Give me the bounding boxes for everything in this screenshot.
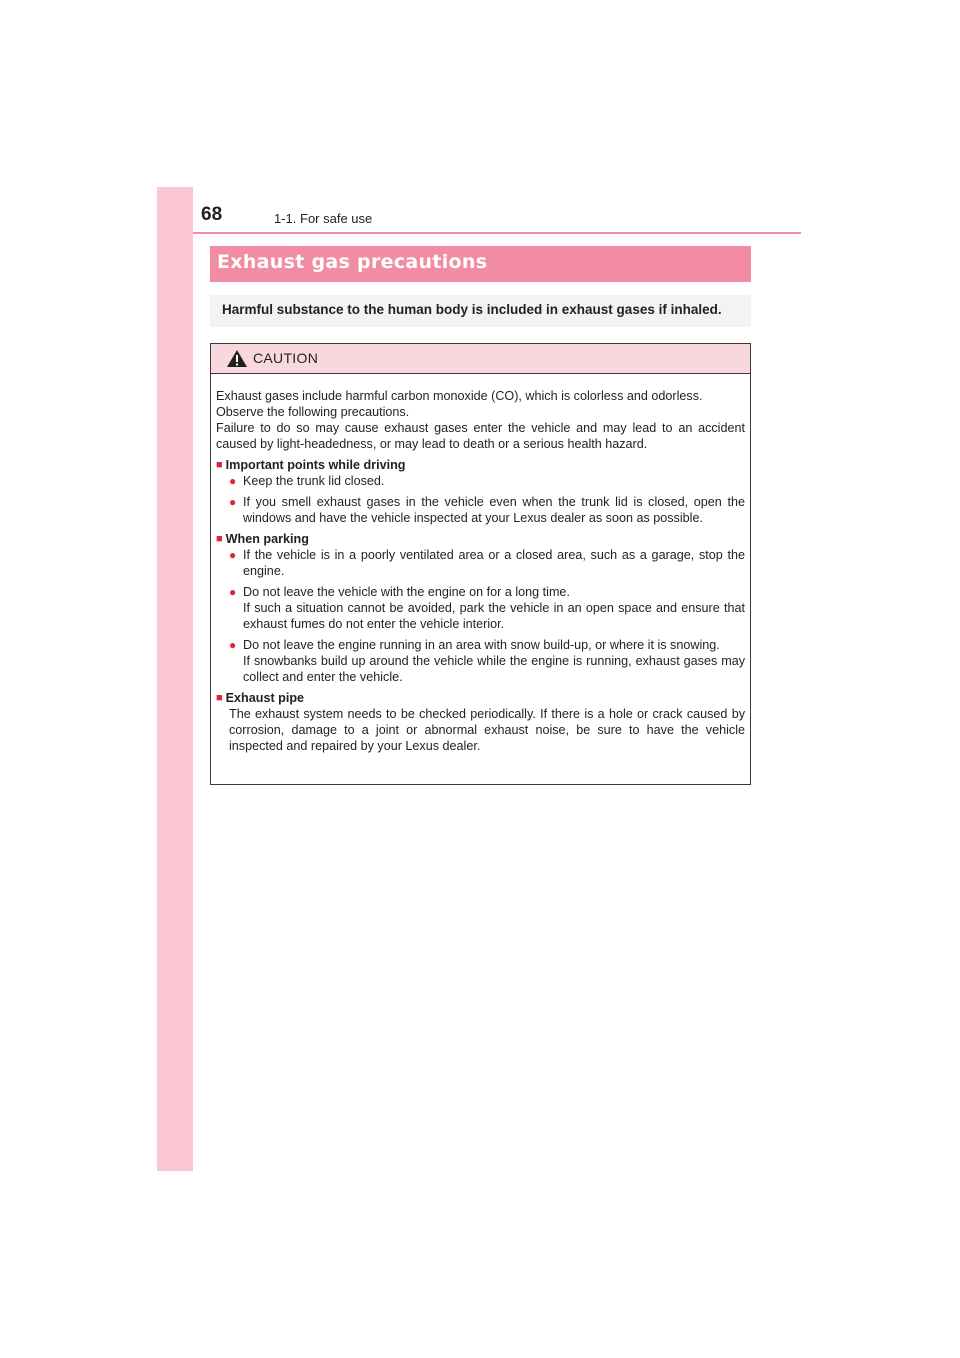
list-item: ● If the vehicle is in a poorly ventilated area or a closed area, such as a garage, stop the engine. bbox=[229, 548, 745, 578]
intro-line: Failure to do so may cause exhaust gases enter the vehicle and may lead to an accident caused by light-headedness, or may lead to death or a serious health hazard. bbox=[216, 421, 745, 451]
section-heading-parking: ■ When parking bbox=[216, 532, 309, 546]
summary-text: Harmful substance to the human body is included in exhaust gases if inhaled. bbox=[222, 302, 722, 317]
list-item: ● Keep the trunk lid closed. bbox=[229, 474, 385, 488]
bullet-dot-icon: ● bbox=[229, 638, 237, 652]
exhaust-pipe-text: The exhaust system needs to be checked periodically. If there is a hole or crack caused by corrosion, damage to a joint or abnormal exhaust noise, be sure to have the vehicle inspected and repaired by your Lexus dealer. bbox=[229, 707, 745, 753]
section-label: 1-1. For safe use bbox=[274, 211, 373, 226]
bullet-dot-icon: ● bbox=[229, 495, 237, 509]
warning-triangle-icon bbox=[226, 349, 248, 368]
caution-body bbox=[211, 374, 750, 754]
list-item: ● Do not leave the vehicle with the engine on for a long time. If such a situation cannot be avoided, park the vehicle in an open space and ensure that exhaust fumes do not enter the vehicle interior. bbox=[229, 585, 745, 631]
bullet-dot-icon: ● bbox=[229, 585, 237, 599]
summary-box bbox=[210, 295, 751, 327]
section-heading-exhaust-pipe: ■ Exhaust pipe bbox=[216, 691, 305, 705]
side-tab-strip bbox=[157, 187, 193, 1171]
caution-label: CAUTION bbox=[253, 350, 319, 366]
list-item: ● If you smell exhaust gases in the vehicle even when the trunk lid is closed, open the windows and have the vehicle inspected at your Lexus dealer as soon as possible. bbox=[229, 495, 745, 525]
intro-line: Observe the following precautions. bbox=[216, 405, 410, 419]
caution-intro bbox=[216, 388, 745, 452]
intro-line: Exhaust gases include harmful carbon monoxide (CO), which is colorless and odorless. bbox=[216, 389, 703, 403]
header-rule bbox=[193, 232, 801, 234]
section-heading-driving: ■ Important points while driving bbox=[216, 458, 406, 472]
title-bar bbox=[210, 246, 751, 282]
list-item: ● Do not leave the engine running in an area with snow build-up, or where it is snowing. If snowbanks build up around the vehicle while the engine is running, exhaust gases may collect and enter the vehicle. bbox=[229, 638, 745, 684]
caution-box bbox=[210, 343, 751, 785]
bullet-dot-icon: ● bbox=[229, 548, 237, 562]
page-number: 68 bbox=[201, 204, 223, 225]
page-title: Exhaust gas precautions bbox=[217, 251, 488, 273]
bullet-dot-icon: ● bbox=[229, 474, 237, 488]
caution-header bbox=[211, 344, 750, 374]
